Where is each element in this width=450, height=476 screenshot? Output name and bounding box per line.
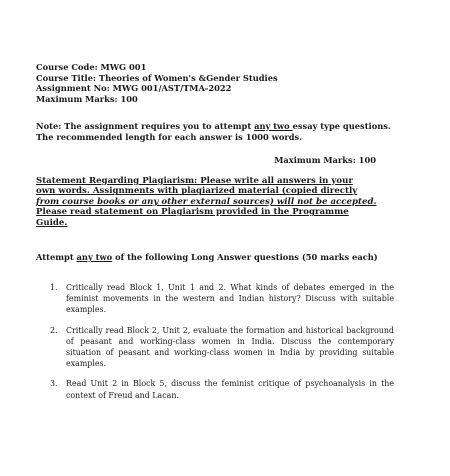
question-text: Critically read Block 2, Unit 2, evaluate the formation and historical background of peasant and working-class women in India. Discuss the contemporary situation of peasant and working-class women in India by providing suitable examples.	[66, 325, 394, 369]
plagiarism-line-2: own words. Assignments with plagiarized material (copied directly	[36, 186, 358, 197]
attempt-prefix: Attempt	[36, 252, 77, 262]
question-number: 1.	[50, 283, 58, 292]
maximum-marks-right: Maximum Marks: 100	[274, 155, 376, 165]
attempt-emphasis: any two	[76, 252, 113, 262]
note-emphasis: any two	[254, 121, 293, 131]
assignment-number: Assignment No: MWG 001/AST/TMA-2022	[36, 83, 232, 94]
attempt-suffix: of the following Long Answer questions (50 marks each)	[112, 252, 378, 262]
note-line-2: The recommended length for each answer is 1000 words.	[36, 131, 303, 142]
question-item	[36, 325, 394, 370]
maximum-marks: Maximum Marks: 100	[36, 93, 138, 104]
question-item	[36, 378, 394, 400]
course-code: Course Code: MWG 001	[36, 62, 147, 72]
course-header	[36, 62, 278, 104]
plagiarism-line-4: Please read statement on Plagiarism provided in the Programme	[36, 207, 349, 218]
attempt-instruction	[36, 252, 378, 262]
plagiarism-line-3: from course books or any other external sources) will not be accepted.	[36, 196, 377, 207]
question-text: Critically read Block 1, Unit 1 and 2. What kinds of debates emerged in the feminist movements in the western and Indian history? Discuss with suitable examples.	[66, 283, 394, 315]
question-list	[36, 282, 394, 410]
note-line-1	[36, 121, 391, 132]
assignment-note	[36, 121, 391, 142]
course-title: Course Title: Theories of Women's &Gender Studies	[36, 72, 278, 83]
question-number: 3.	[50, 379, 58, 389]
question-number: 2.	[50, 325, 58, 335]
plagiarism-line-1: Statement Regarding Plagiarism: Please write all answers in your	[36, 176, 353, 186]
question-item	[36, 282, 394, 316]
note-prefix: Note: The assignment requires you to attempt	[36, 121, 255, 131]
plagiarism-statement	[36, 176, 377, 228]
question-text: Read Unit 2 in Block 5, discuss the feminist critique of psychoanalysis in the context of Freud and Lacan.	[66, 379, 394, 400]
plagiarism-line-5: Guide.	[36, 217, 68, 228]
note-suffix: essay type questions.	[292, 121, 391, 131]
